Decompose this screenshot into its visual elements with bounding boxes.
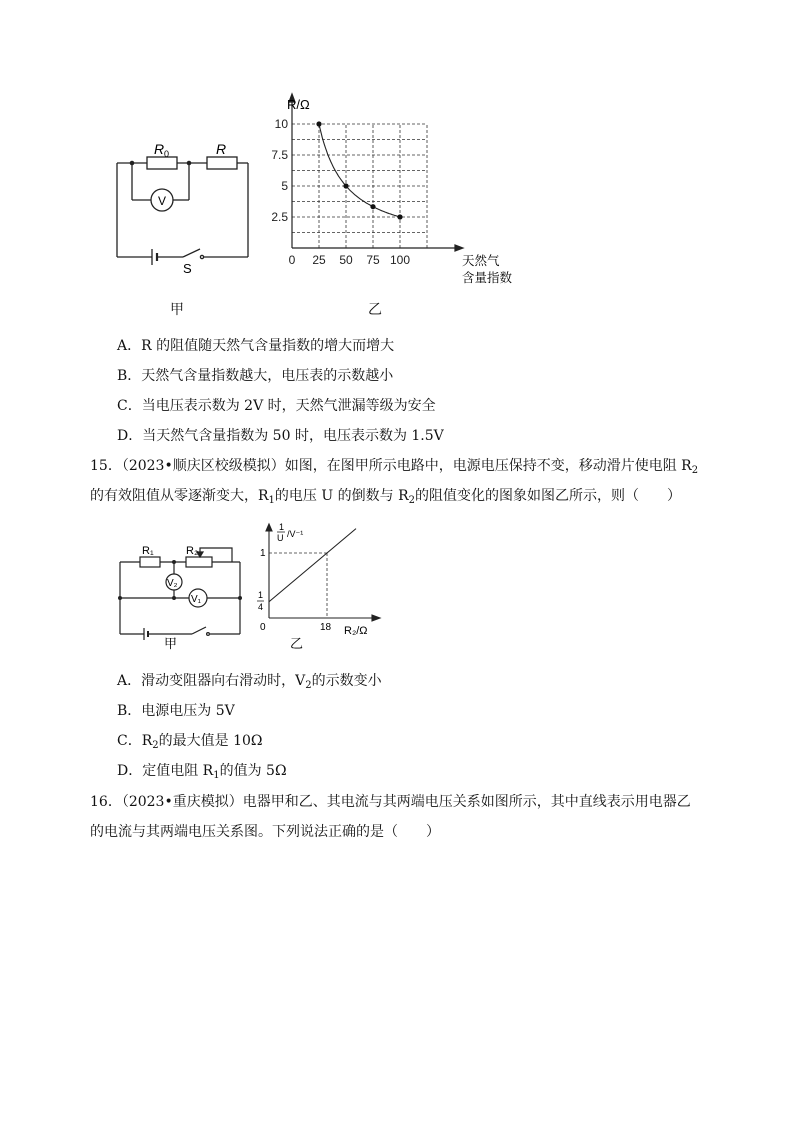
y-tick-label: 5 [281,179,288,193]
q14-option-d: D．当天然气含量指数为 50 时，电压表示数为 1.5V [117,428,444,444]
q16-stem-line1: 16．（2023•重庆模拟）电器甲和乙、其电流与其两端电压关系如图所示，其中直线表示用电器乙 [90,794,691,810]
resistor-r1 [140,557,160,567]
data-point [370,204,375,209]
rheostat-r2 [186,557,212,567]
y-tick-1: 1 [260,548,266,559]
x-tick-label: 0 [288,253,296,267]
switch [192,627,206,634]
option-text: 的值为 5Ω [219,763,287,779]
q15-stem-text: 15．（2023•顺庆区校级模拟）如图，在图甲所示电路中，电源电压保持不变，移动滑片使电阻 R [90,458,692,474]
y-axis-label-den: U [277,533,284,543]
q15-option-a [117,671,382,696]
resistor-r [207,157,237,169]
q14-circuit-jia [105,135,265,275]
option-text: 的最大值是 10Ω [158,733,263,749]
q15-circuit-jia [112,540,252,650]
option-text: C．R [117,733,153,749]
subscript: 2 [152,740,159,751]
v2-label: V₂ [167,578,178,589]
q15-stem-text: 的电压 U 的倒数与 R [274,488,409,504]
v1-label: V₁ [191,594,202,605]
x-tick-label: 50 [339,253,353,267]
x-axis-label-line1: 天然气 [462,254,500,268]
r1-label: R₁ [142,545,154,557]
q15-stem-text: 的阻值变化的图象如图乙所示，则（ ） [415,488,681,504]
q15-stem-text: 的有效阻值从零逐渐变大，R [90,488,269,504]
q15-option-d [117,761,287,786]
option-text: A．滑动变阻器向右滑动时，V [117,673,306,689]
y-tick-label: 10 [274,117,288,131]
x-axis-label: R₂/Ω [344,625,368,637]
y-axis-label: R/Ω [287,97,310,112]
x-origin: 0 [260,622,266,633]
x-axis-label-line2: 含量指数 [462,271,513,285]
data-point [343,183,348,188]
q14-caption-yi: 乙 [368,302,382,318]
q16-stem-line2: 的电流与其两端电压关系图。下列说法正确的是（ ） [90,824,440,840]
option-text: 的示数变小 [311,673,382,689]
subscript: 2 [305,680,312,691]
subscript: 1 [213,770,220,781]
r2-label: R₂ [186,545,199,557]
x-tick-label: 100 [389,253,411,267]
r-label: R [216,141,227,157]
option-text: D．定值电阻 R [117,763,214,779]
subscript: 1 [268,495,275,506]
data-point [316,121,321,126]
data-point [397,214,402,219]
q15-stem-line2 [90,486,681,511]
q14-option-a: A．R 的阻值随天然气含量指数的增大而增大 [117,338,395,354]
q15-stem-line1 [90,456,698,481]
q15-option-c [117,731,263,756]
switch-s [183,249,200,257]
q14-graph-yi [265,88,530,293]
y-axis-label-unit: /V⁻¹ [287,529,304,539]
q14-option-c: C．当电压表示数为 2V 时，天然气泄漏等级为安全 [117,398,436,414]
voltmeter-label: V [158,194,167,208]
x-tick-label: 75 [366,253,380,267]
q15-option-b: B．电源电压为 5V [117,703,235,719]
subscript: 2 [691,465,699,476]
x-tick-18: 18 [320,622,332,633]
q15-graph-yi [252,518,387,653]
switch-label: S [183,261,192,275]
r0-label: R [154,141,165,157]
q15-caption-yi: 乙 [290,636,304,651]
y-axis-label-num: 1 [279,522,285,532]
q15-caption-jia: 甲 [164,636,178,650]
x-tick-label: 25 [312,253,326,267]
y-tick-quarter-num: 1 [258,590,264,600]
q14-option-b: B．天然气含量指数越大，电压表的示数越小 [117,368,394,384]
y-tick-quarter-den: 4 [258,602,264,612]
subscript: 2 [408,495,415,506]
q14-caption-jia: 甲 [170,302,184,318]
resistor-r0 [147,157,177,169]
y-tick-label: 7.5 [271,148,288,162]
y-tick-label: 2.5 [271,210,288,224]
r0-sub: 0 [164,149,170,159]
